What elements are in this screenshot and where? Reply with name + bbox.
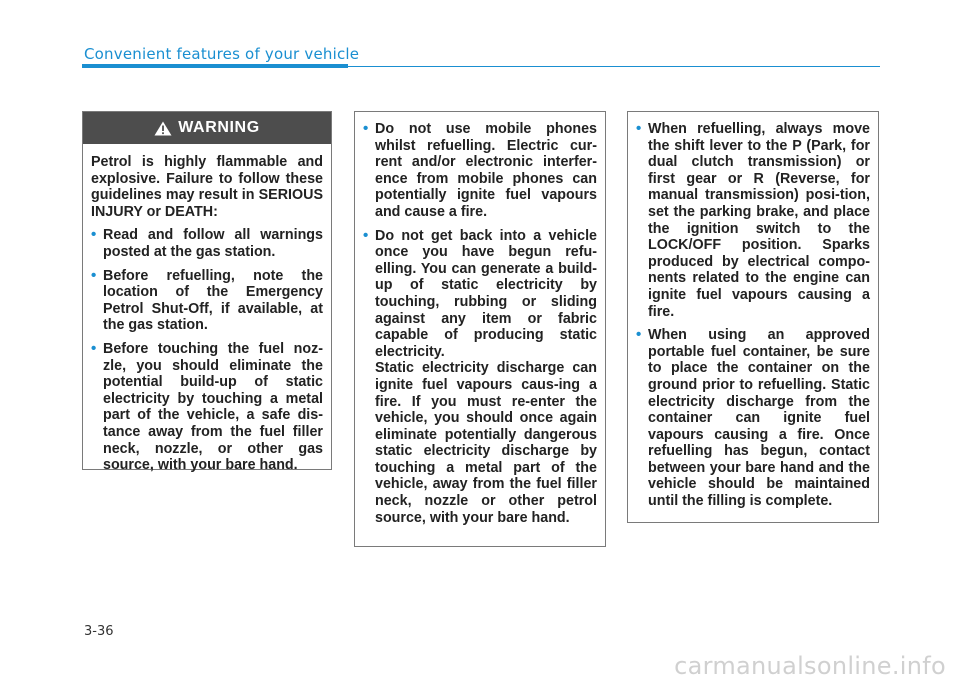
- column-2-box: [354, 111, 606, 547]
- warning-header: [83, 112, 331, 144]
- section-title-rule: [348, 66, 880, 67]
- section-title: Convenient features of your vehicle: [84, 45, 360, 63]
- warning-bullet-3: • Before touching the fuel noz-zle, you should eliminate the potential build-up of static electricity by touching a metal part of the vehicle, a safe dis-tance away from the fuel filler neck, nozzle, or other gas source, with your bare hand.: [91, 341, 323, 474]
- column-3-box: [627, 111, 879, 523]
- column-3-bullet-1: • When refuelling, always move the shift lever to the P (Park, for dual clutch transmission) or first gear or R (Reverse, for manual transmission) posi-tion, set the parking brake, and place the ignition switch to the LOCK/OFF position. Sparks produced by electrical compo-nents related to the engine can ignite fuel vapours causing a fire.: [636, 121, 870, 320]
- column-2-bullet-2: • Do not get back into a vehicle once you have begun refu-elling. You can generate a build-up of static electricity by touching, rubbing or sliding against any item or fabric capable of producing static electricity.: [363, 228, 597, 361]
- section-title-bar: [82, 64, 348, 68]
- warning-bullet-list: [91, 227, 323, 473]
- column-2-paragraph: Static electricity discharge can ignite fuel vapours caus-ing a fire. If you must re-enter the vehicle, you should once again eliminate potentially dangerous static electricity discharge by touching a metal part of the vehicle, away from the fuel filler neck, nozzle or other petrol source, with your bare hand.: [375, 360, 597, 526]
- warning-label: WARNING: [178, 119, 260, 136]
- warning-intro: Petrol is highly flammable and explosive. Failure to follow these guidelines may result in SERIOUS INJURY or DEATH:: [91, 154, 323, 220]
- watermark: carmanualsonline.info: [674, 652, 946, 680]
- column-2-bullet-list: [363, 121, 597, 360]
- column-3-content: [628, 112, 878, 510]
- warning-content: [83, 144, 331, 474]
- column-3-bullet-2: • When using an approved portable fuel container, be sure to place the container on the ground prior to refuelling. Static electricity discharge from the container can ignite fuel vapours causing a fire. Once refuelling has begun, contact between your bare hand and the vehicle should be maintained until the filling is complete.: [636, 327, 870, 510]
- warning-bullet-1: • Read and follow all warnings posted at the gas station.: [91, 227, 323, 260]
- warning-bullet-2: • Before refuelling, note the location of the Emergency Petrol Shut-Off, if available, at the gas station.: [91, 268, 323, 334]
- warning-box: [82, 111, 332, 474]
- column-3-bullet-list: [636, 121, 870, 510]
- warning-triangle-icon: [154, 121, 172, 136]
- column-2-bullet-1: • Do not use mobile phones whilst refuelling. Electric cur-rent and/or electronic interfer-ence from mobile phones can potentially ignite fuel vapours and cause a fire.: [363, 121, 597, 221]
- column-2-content: [355, 112, 605, 526]
- page-number: 3-36: [84, 624, 114, 639]
